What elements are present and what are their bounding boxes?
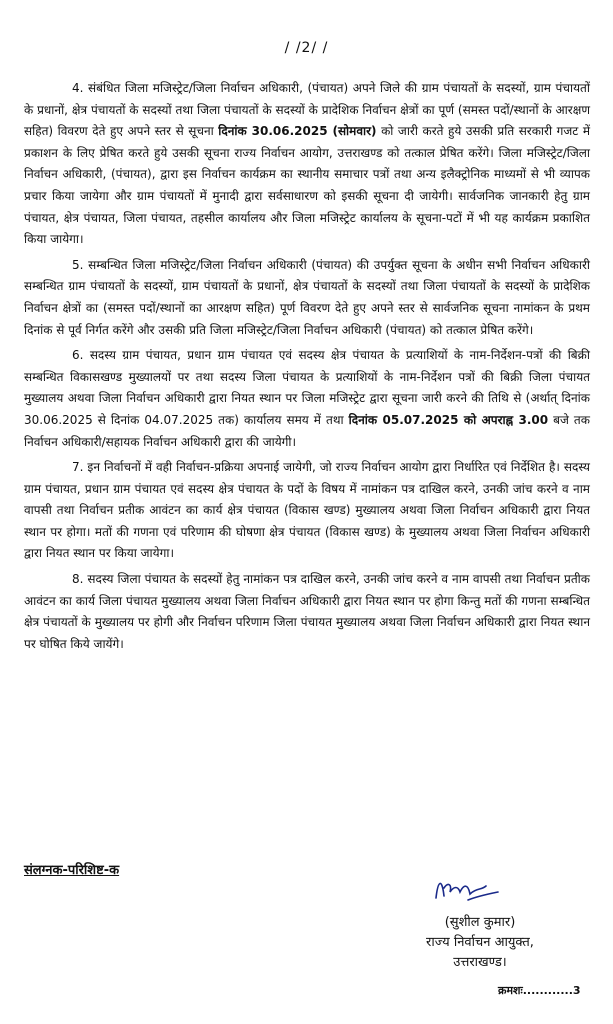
enclosure-label: संलग्नक-परिशिष्ट-क <box>24 863 120 878</box>
signature-block <box>380 913 580 973</box>
continued-marker: क्रमशः............3 <box>498 984 581 997</box>
text-segment: 5. सम्बन्धित जिला मजिस्ट्रेट/जिला निर्वाचन अधिकारी (पंचायत) की उपर्युक्त सूचना के अधीन सभी निर्वाचन अधिकारी सम्बन्धित ग्राम पंचायतों के सदस्यों, ग्राम पंचायतों के प्रधानों, क्षेत्र पंचायतों के सदस्यों तथा जिला पंचायतों के सदस्यों के प्रादेशिक निर्वाचन क्षेत्रों का (समस्त पदों/स्थानों का आरक्षण सहित) पूर्ण विवरण देते हुए अपने स्तर से सार्वजनिक सूचना नामांकन के प्रथम दिनांक से पूर्व निर्गत करेंगे और उसकी प्रति जिला मजिस्ट्रेट/जिला निर्वाचन अधिकारी (पंचायत) को तत्काल प्रेषित करेंगे। <box>24 257 590 337</box>
paragraph <box>24 569 590 655</box>
bold-text: दिनांक 05.07.2025 को अपराह्न 3.00 <box>348 412 549 427</box>
handwritten-signature <box>428 870 508 910</box>
text-segment: बजे तक निर्वाचन अधिकारी/सहायक निर्वाचन अधिकारी द्वारा की जायेगी। <box>24 412 590 449</box>
paragraph <box>24 255 590 341</box>
text-segment: 7. इन निर्वाचनों में वही निर्वाचन-प्रक्रिया अपनाई जायेगी, जो राज्य निर्वाचन आयोग द्वारा निर्धारित एवं निर्देशित है। सदस्य ग्राम पंचायत, प्रधान ग्राम पंचायत एवं सदस्य क्षेत्र पंचायत के पदों के विषय में नामांकन पत्र दाखिल करने, उनकी जांच करने व नाम वापसी तथा निर्वाचन प्रतीक आवंटन का कार्य क्षेत्र पंचायत (विकास खण्ड) मुख्यालय अथवा जिला निर्वाचन अधिकारी द्वारा नियत स्थान पर होगा। मतों की गणना एवं परिणाम की घोषणा क्षेत्र पंचायत (विकास खण्ड) के मुख्यालय अथवा जिला निर्वाचन अधिकारी द्वारा नियत स्थान पर किया जायेगा। <box>24 460 590 561</box>
bold-text: दिनांक 30.06.2025 (सोमवार) <box>218 124 377 139</box>
paragraph <box>24 457 590 565</box>
document-body <box>24 78 590 659</box>
signatory-designation: राज्य निर्वाचन आयुक्त, <box>426 935 534 950</box>
text-segment: को जारी करते हुये उसकी प्रति सरकारी गजट में प्रकाशन के लिए प्रेषित करते हुये उसकी सूचना राज्य निर्वाचन आयोग, उत्तराखण्ड को तत्काल प्रेषित करेंगे। जिला मजिस्ट्रेट/जिला निर्वाचन अधिकारी, (पंचायत), द्वारा इस निर्वाचन कार्यक्रम का स्थानीय समाचार पत्रों तथा अन्य इलैक्ट्रोनिक माध्यमों से भी व्यापक प्रचार किया जायेगा और ग्राम पंचायतों में मुनादी द्वारा सर्वसाधारण को इसकी सूचना दी जायेगी। सार्वजनिक जानकारी हेतु ग्राम पंचायत, क्षेत्र पंचायत, जिला पंचायत, तहसील कार्यालय और जिला मजिस्ट्रेट कार्यालय के सूचना-पटों में भी यह कार्यक्रम प्रकाशित किया जायेगा। <box>24 124 590 247</box>
signatory-name: (सुशील कुमार) <box>444 915 516 930</box>
signatory-state: उत्तराखण्ड। <box>453 955 507 970</box>
paragraph <box>24 78 590 251</box>
page-number: / /2/ / <box>284 40 329 56</box>
text-segment: 6. सदस्य ग्राम पंचायत, प्रधान ग्राम पंचायत एवं सदस्य क्षेत्र पंचायत के प्रत्याशियों के नाम-निर्देशन-पत्रों की बिक्री सम्बन्धित विकासखण्ड मुख्यालयों पर तथा सदस्य जिला पंचायत के प्रत्याशियों के नाम-निर्देशन पत्रों की बिक्री जिला पंचायत मुख्यालय अथवा जिला निर्वाचन अधिकारी द्वारा नियत स्थान पर जिला मजिस्ट्रेट द्वारा सूचना जारी करने की तिथि से (अर्थात् दिनांक 30.06.2025 से दिनांक 04.07.2025 तक) कार्यालय समय में तथा <box>24 348 590 427</box>
text-segment: 8. सदस्य जिला पंचायत के सदस्यों हेतु नामांकन पत्र दाखिल करने, उनकी जांच करने व नाम वापसी तथा निर्वाचन प्रतीक आवंटन का कार्य जिला पंचायत मुख्यालय अथवा जिला निर्वाचन अधिकारी द्वारा नियत स्थान पर होगा किन्तु मतों की गणना सम्बन्धित क्षेत्र पंचायतों के मुख्यालय पर होगी और निर्वाचन परिणाम जिला पंचायत मुख्यालय अथवा जिला निर्वाचन अधिकारी द्वारा नियत स्थान पर घोषित किये जायेंगे। <box>24 572 590 651</box>
text-segment: 4. संबंधित जिला मजिस्ट्रेट/जिला निर्वाचन अधिकारी, (पंचायत) अपने जिले की ग्राम पंचायतों के सदस्यों, ग्राम पंचायतों के प्रधानों, क्षेत्र पंचायतों के सदस्यों तथा जिला पंचायतों के सदस्यों के प्रादेशिक निर्वाचन क्षेत्रों का पूर्ण (समस्त पदों/स्थानों के आरक्षण सहित) विवरण देते हुए अपने स्तर से सूचना <box>24 81 590 139</box>
paragraph <box>24 345 590 453</box>
